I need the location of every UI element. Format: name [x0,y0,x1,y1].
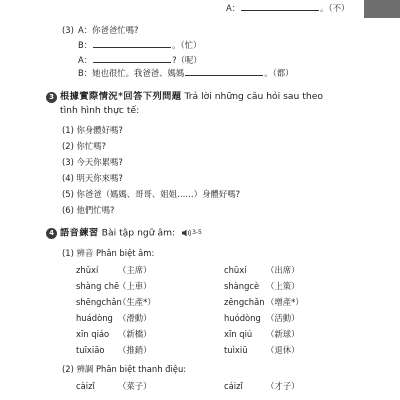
pinyin-b: shàngcè [224,281,260,291]
chinese-a: （新橋） [118,329,152,339]
chinese-b: （出席） [266,265,300,275]
dialogue-line-1: A：你爸爸忙嗎? [78,25,139,35]
chinese-a: （主席） [118,265,152,275]
chinese-a: （生產*） [118,297,156,307]
answer-blank[interactable] [93,55,171,63]
pinyin-a: tuīxiāo [76,345,105,355]
section-3-title-cn: 根據實際情況*回答下列問題 [60,91,182,102]
section-4-title-cn: 語音練習 [60,227,99,239]
pinyin-b: chūxí [224,265,247,275]
page-edge-tab [364,0,400,18]
pinyin-a: shàng chē [76,281,120,291]
hint-text: ?（呢） [172,55,202,65]
question-item: (4) 明天你來嗎? [62,173,123,183]
question-item: (6) 他們忙嗎? [62,205,115,215]
hint-text: 。（都） [264,68,294,78]
speaker-label: B： [78,40,93,50]
pinyin-b: xīn qiú [224,329,253,339]
answer-blank[interactable] [185,68,263,76]
chinese-b: （活動） [266,313,300,323]
subsection-2-label: (2) 辨調 Phân biệt thanh điệu: [62,364,187,374]
speaker-label: A： [226,3,241,13]
pinyin-a: shēngchǎn [76,297,122,307]
answer-blank[interactable] [93,40,171,48]
pinyin-a: càizǐ [76,381,95,391]
hint-text: 。（忙） [172,40,202,50]
chinese-b: （上策） [266,281,300,291]
chinese-b: （才子） [266,381,300,391]
audio-track[interactable] [182,227,202,239]
pinyin-b: tuìxiū [224,345,248,355]
chinese-a: （菜子） [118,381,152,391]
answer-blank[interactable] [241,3,319,11]
dialogue-text: B：她也很忙。我爸爸、媽媽 [78,68,185,78]
question-item: (2) 你忙嗎? [62,141,107,151]
section-3-title-vi: Trả lời những câu hỏi sau theo [184,91,323,102]
pinyin-a: zhǔxí [76,265,99,275]
subsection-1-label: (1) 辨音 Phân biệt âm: [62,248,155,258]
chinese-b: （新球） [266,329,300,339]
chinese-a: （滑動） [118,313,152,323]
speaker-icon [182,229,191,237]
section-4-badge: 4 [46,228,57,239]
section-4-title [60,227,202,240]
question-item: (1) 你身體好嗎? [62,125,123,135]
section-3-title-vi-cont: tình hình thực tế: [60,105,140,116]
section-3-title [60,91,323,103]
dialogue-line-4 [78,68,294,79]
audio-track-number: 3-5 [192,229,202,236]
pinyin-a: huádòng [76,313,113,323]
chinese-b: （增產*） [266,297,304,307]
chinese-a: （推銷） [118,345,152,355]
dialogue-line-3 [78,55,202,66]
pinyin-b: huódòng [224,313,261,323]
hint-text: 。（不） [320,3,350,13]
dialogue-line-2 [78,40,201,51]
section-3-badge: 3 [46,92,57,103]
pinyin-b: cáizǐ [224,381,243,391]
chinese-b: （退休） [266,345,300,355]
chinese-a: （上車） [118,281,152,291]
question-item: (5) 你爸爸（媽媽、哥哥、姐姐……）身體好嗎? [62,189,241,199]
pinyin-b: zēngchǎn [224,297,265,307]
question-item: (3) 今天你累嗎? [62,157,123,167]
speaker-label: A： [78,55,93,65]
dialogue-number: (3) [62,25,74,35]
section-4-title-vi: Bài tập ngữ âm: [101,227,176,239]
top-answer-line [226,3,349,14]
pinyin-a: xīn qiáo [76,329,110,339]
